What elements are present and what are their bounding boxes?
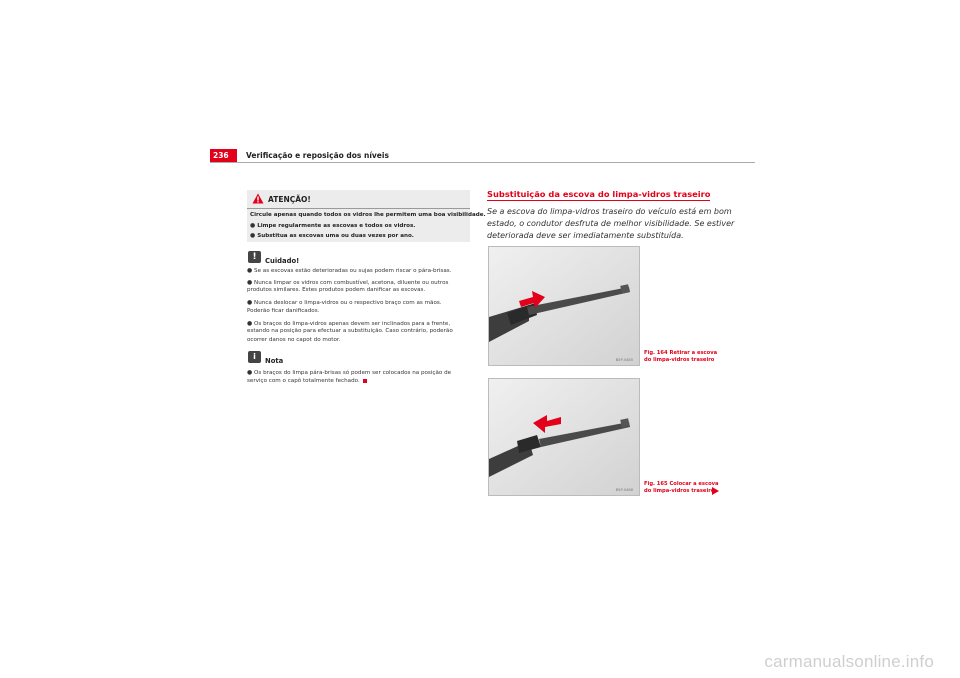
- caution-line: ocorrer danos no capot do motor.: [247, 337, 341, 343]
- bullet-icon: ●: [247, 299, 253, 306]
- warning-bullet: [250, 232, 414, 239]
- warning-label: ATENÇÃO!: [268, 195, 311, 204]
- figure-code: B5P-0486: [615, 488, 633, 492]
- intro-line: estado, o condutor desfruta de melhor visibilidade. Se estiver: [487, 219, 735, 228]
- caution-line: ● Os braços do limpa-vidros apenas devem ser inclinados para a frente,: [247, 320, 451, 327]
- bullet-icon: ●: [250, 232, 256, 239]
- heading-rule: [487, 200, 710, 201]
- watermark: carmanualsonline.info: [764, 652, 934, 671]
- wiper-blade-illustration: [489, 379, 639, 495]
- bullet-icon: ●: [247, 279, 253, 286]
- section-title: Verificação e reposição dos níveis: [246, 151, 389, 160]
- figure-caption: Fig. 165 Colocar a escova do limpa-vidros traseiro: [644, 481, 719, 494]
- bullet-icon: ●: [247, 320, 253, 327]
- note-icon: i: [248, 351, 261, 363]
- figure-remove-wiper-blade: [488, 246, 640, 366]
- warning-triangle-icon: [252, 193, 264, 204]
- bullet-icon: ●: [247, 267, 253, 274]
- note-line: serviço com o capô totalmente fechado.: [247, 378, 367, 384]
- caution-line: ● Nunca limpar os vidros com combustível, acetona, diluente ou outros: [247, 279, 449, 286]
- wiper-blade-illustration: [489, 247, 639, 365]
- note-label: Nota: [265, 357, 284, 365]
- bullet-icon: ●: [250, 222, 256, 229]
- bullet-icon: ●: [247, 369, 253, 376]
- warning-bullet: [250, 222, 415, 229]
- intro-line: Se a escova do limpa-vidros traseiro do veículo está em bom: [487, 207, 732, 216]
- end-of-section-icon: [363, 379, 367, 383]
- warning-bullet-text: Substitua as escovas uma ou duas vezes por ano.: [257, 233, 414, 239]
- continue-arrow-icon: [712, 487, 719, 495]
- warning-bullet-text: Limpe regularmente as escovas e todos os vidros.: [257, 223, 416, 229]
- caution-label: Cuidado!: [265, 257, 300, 265]
- caution-icon: !: [248, 251, 261, 263]
- figure-code: B5P-0485: [615, 358, 633, 362]
- figure-install-wiper-blade: [488, 378, 640, 496]
- caution-line: ● Nunca deslocar o limpa-vidros ou o respectivo braço com as mãos.: [247, 299, 442, 306]
- caution-line: produtos similares. Estes produtos podem danificar as escovas.: [247, 287, 426, 293]
- caution-line: ● Se as escovas estão deterioradas ou sujas podem riscar o pára-brisas.: [247, 267, 452, 274]
- intro-line: deteriorada deve ser imediatamente substituída.: [487, 231, 684, 240]
- warning-divider: [247, 208, 470, 209]
- warning-intro: Circule apenas quando todos os vidros lhe permitem uma boa visibilidade.: [250, 212, 486, 218]
- caution-line: Poderão ficar danificados.: [247, 308, 320, 314]
- note-line: ● Os braços do limpa pára-brisas só podem ser colocados na posição de: [247, 369, 452, 376]
- section-heading: Substituição da escova do limpa-vidros traseiro: [487, 189, 711, 199]
- caution-line: estando na posição para efectuar a substituição. Caso contrário, poderão: [247, 328, 453, 334]
- page-number: 236: [210, 149, 237, 163]
- figure-caption: Fig. 164 Retirar a escova do limpa-vidros traseiro: [644, 350, 718, 363]
- header-rule: [210, 162, 755, 163]
